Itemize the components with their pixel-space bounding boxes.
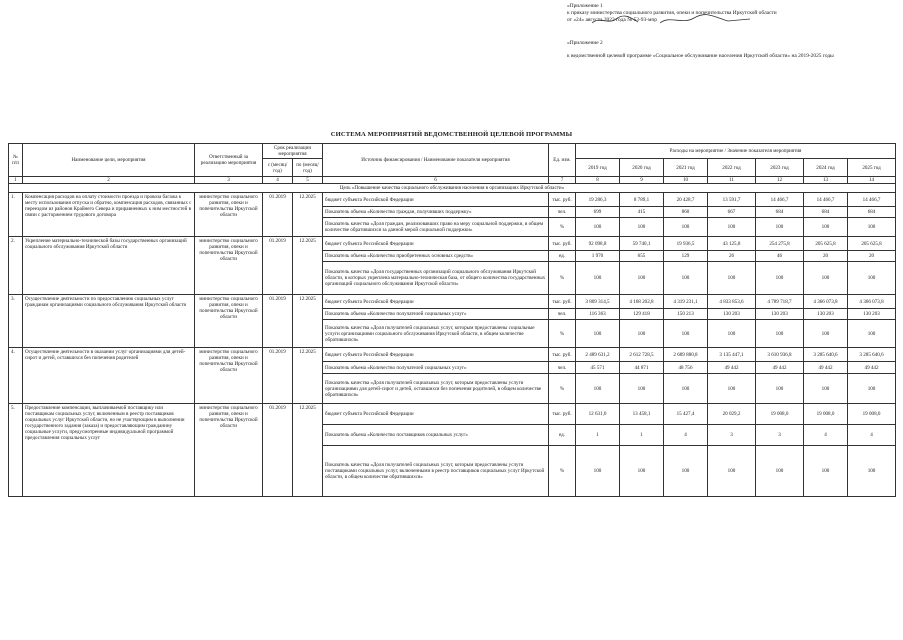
year-value: 100 — [708, 374, 756, 404]
measures-table — [8, 143, 896, 497]
year-value: 684 — [804, 207, 848, 218]
column-number: 2 — [23, 177, 195, 184]
year-value: 684 — [756, 207, 804, 218]
year-value: 150 213 — [664, 309, 708, 320]
column-number: 13 — [804, 177, 848, 184]
indicator-name: Показатель объема «Количество приобретенных основных средств» — [323, 251, 549, 262]
column-number-row — [9, 177, 896, 184]
year-header: 2024 год — [804, 159, 848, 177]
indicator-name: бюджет субъекта Российской Федерации — [323, 295, 549, 309]
measure-number: 2. — [9, 237, 23, 295]
year-value: 20 — [804, 251, 848, 262]
year-value: 100 — [848, 446, 896, 497]
year-value: 4 168 202,8 — [620, 295, 664, 309]
year-value: 100 — [664, 262, 708, 295]
measure-number: 5. — [9, 404, 23, 497]
measure-end: 12.2025 — [293, 295, 323, 348]
year-value: 46 — [756, 251, 804, 262]
year-header: 2025 год — [848, 159, 896, 177]
year-value: 4 — [664, 425, 708, 446]
year-value: 4 — [848, 425, 896, 446]
year-value: 2 612 728,5 — [620, 348, 664, 362]
year-value: 4 833 853,6 — [708, 295, 756, 309]
year-value: 130 203 — [708, 309, 756, 320]
year-value: 43 125,8 — [708, 237, 756, 251]
year-header: 2019 год — [576, 159, 620, 177]
measure-start: 01.2019 — [263, 404, 293, 497]
year-value: 100 — [620, 218, 664, 237]
indicator-name: бюджет субъекта Российской Федерации — [323, 404, 549, 425]
measure-responsible: министерство социального развития, опеки и попечительства Иркутской области — [195, 295, 263, 348]
year-value: 45 571 — [576, 362, 620, 374]
program-goal: Цель «Повышение качества социального обслуживания населения в организациях Иркутской области» — [9, 184, 896, 193]
year-value: 26 — [708, 251, 756, 262]
indicator-name: Показатель качества «Доля граждан, реализовавших право на меру социальной поддержки, в общем количестве обратившихся за данной мерой социальной поддержки» — [323, 218, 549, 237]
year-value: 130 203 — [756, 309, 804, 320]
indicator-unit: чел. — [549, 309, 576, 320]
year-value: 2 689 880,8 — [664, 348, 708, 362]
year-value: 684 — [848, 207, 896, 218]
year-value: 20 — [848, 251, 896, 262]
indicator-unit: чел. — [549, 362, 576, 374]
measure-responsible: министерство социального развития, опеки и попечительства Иркутской области — [195, 404, 263, 497]
indicator-name: Показатель объема «Количество получателей социальных услуг» — [323, 362, 549, 374]
year-value: 100 — [804, 320, 848, 348]
indicator-unit: тыс. руб. — [549, 237, 576, 251]
col-name-header: Наименование цели, мероприятия — [23, 144, 195, 177]
year-value: 100 — [620, 374, 664, 404]
year-value: 100 — [804, 218, 848, 237]
year-value: 205 625,8 — [804, 237, 848, 251]
indicator-unit: тыс. руб. — [549, 348, 576, 362]
indicator-name: Показатель объема «Количество граждан, получивших поддержку» — [323, 207, 549, 218]
year-value: 100 — [664, 446, 708, 497]
year-header: 2023 год — [756, 159, 804, 177]
indicator-unit: ед. — [549, 251, 576, 262]
year-value: 129 418 — [620, 309, 664, 320]
measure-number: 4. — [9, 348, 23, 404]
indicator-unit: % — [549, 374, 576, 404]
column-number: 9 — [620, 177, 664, 184]
year-value: 129 — [664, 251, 708, 262]
measure-name: Предоставление компенсации, выплачиваемой поставщику или поставщикам социальных услуг, включенным в реестр поставщиков социальных услуг Иркутской области, но не участвующим в выполнении государственного задания (заказа) и предоставляющим гражданину социальные услуги, предусмотренные индивидуальной программой предоставления социальных услуг — [23, 404, 195, 497]
year-value: 100 — [576, 320, 620, 348]
col-to-header: по (месяц/год) — [293, 159, 323, 177]
year-value: 19 008,0 — [804, 404, 848, 425]
year-value: 3 — [756, 425, 804, 446]
year-value: 100 — [708, 446, 756, 497]
year-value: 19 286,3 — [576, 193, 620, 207]
year-value: 3 285 640,6 — [804, 348, 848, 362]
year-value: 20 029,2 — [708, 404, 756, 425]
year-value: 49 442 — [804, 362, 848, 374]
year-value: 100 — [708, 218, 756, 237]
year-value: 4 789 718,7 — [756, 295, 804, 309]
measure-end: 12.2025 — [293, 237, 323, 295]
measure-responsible: министерство социального развития, опеки и попечительства Иркутской области — [195, 193, 263, 237]
table-row — [9, 237, 896, 251]
year-value: 100 — [848, 218, 896, 237]
year-value: 1 970 — [576, 251, 620, 262]
year-value: 3 610 936,8 — [756, 348, 804, 362]
document-title: СИСТЕМА МЕРОПРИЯТИЙ ВЕДОМСТВЕННОЙ ЦЕЛЕВОЙ ПРОГРАММЫ — [330, 131, 573, 138]
col-from-header: с (месяц/год) — [263, 159, 293, 177]
column-number: 6 — [323, 177, 549, 184]
indicator-unit: ед. — [549, 425, 576, 446]
column-number: 12 — [756, 177, 804, 184]
year-value: 3 135 447,1 — [708, 348, 756, 362]
measure-number: 3. — [9, 295, 23, 348]
year-value: 100 — [756, 262, 804, 295]
indicator-unit: тыс. руб. — [549, 404, 576, 425]
year-value: 19 008,0 — [848, 404, 896, 425]
year-header: 2022 год — [708, 159, 756, 177]
year-value: 1 — [576, 425, 620, 446]
year-value: 100 — [708, 320, 756, 348]
col-source-header: Источник финансирования / Наименование показателя мероприятия — [323, 144, 549, 177]
year-value: 3 — [708, 425, 756, 446]
year-value: 13 591,7 — [708, 193, 756, 207]
year-value: 59 740,1 — [620, 237, 664, 251]
measure-name: Компенсация расходов на оплату стоимости проезда и провоза багажа к месту использования отпуска и обратно, компенсация расходов, связанных с переездом из районов Крайнего Севера и приравненных к ним местностей в связи с расторжением трудового договора — [23, 193, 195, 237]
column-number: 3 — [195, 177, 263, 184]
year-value: 100 — [576, 374, 620, 404]
year-value: 100 — [848, 320, 896, 348]
year-value: 1 — [620, 425, 664, 446]
year-value: 100 — [804, 262, 848, 295]
year-value: 4 366 073,8 — [848, 295, 896, 309]
indicator-name: Показатель качества «Доля получателей социальных услуг, которым предоставлены услуги поставщиками социальных услуг, включенными в реестр поставщиков социальных услуг Иркутской области, в общем количестве обратившихся» — [323, 446, 549, 497]
year-value: 14 466,7 — [756, 193, 804, 207]
measure-name: Осуществление деятельности в оказании услуг организациями для детей-сирот и детей, оставшихся без попечения родителей — [23, 348, 195, 404]
year-value: 130 203 — [804, 309, 848, 320]
column-number: 14 — [848, 177, 896, 184]
year-value: 100 — [620, 446, 664, 497]
indicator-unit: % — [549, 262, 576, 295]
year-value: 92 098,8 — [576, 237, 620, 251]
year-value: 699 — [576, 207, 620, 218]
indicator-unit: чел. — [549, 207, 576, 218]
year-value: 415 — [620, 207, 664, 218]
year-value: 2 489 631,2 — [576, 348, 620, 362]
column-number: 1 — [9, 177, 23, 184]
year-value: 100 — [848, 262, 896, 295]
year-value: 655 — [620, 251, 664, 262]
column-number: 7 — [549, 177, 576, 184]
year-value: 100 — [756, 374, 804, 404]
year-value: 254 275,8 — [756, 237, 804, 251]
year-value: 49 442 — [708, 362, 756, 374]
year-value: 116 363 — [576, 309, 620, 320]
measure-responsible: министерство социального развития, опеки и попечительства Иркутской области — [195, 237, 263, 295]
order-reference: к приказу министерства социального развития, опеки и попечительства Иркутской области — [567, 10, 777, 16]
table-row — [9, 295, 896, 309]
year-value: 13 458,1 — [620, 404, 664, 425]
year-value: 4 366 073,8 — [804, 295, 848, 309]
indicator-unit: тыс. руб. — [549, 193, 576, 207]
indicator-name: бюджет субъекта Российской Федерации — [323, 193, 549, 207]
year-header: 2020 год — [620, 159, 664, 177]
indicator-name: Показатель объема «Количество получателей социальных услуг» — [323, 309, 549, 320]
appendix-label: «Приложение 1 — [567, 3, 603, 9]
order-date-number: от «24» августа 2023 года № 53-93-мпр — [567, 17, 657, 23]
year-value: 3 285 640,6 — [848, 348, 896, 362]
indicator-name: Показатель объема «Количество поставщиков социальных услуг» — [323, 425, 549, 446]
year-value: 205 625,8 — [848, 237, 896, 251]
col-term-header: Срок реализации мероприятия — [263, 144, 323, 159]
measure-end: 12.2025 — [293, 404, 323, 497]
year-value: 100 — [708, 262, 756, 295]
year-value: 4 319 231,1 — [664, 295, 708, 309]
col-expenses-header: Расходы на мероприятие / Значение показателя мероприятия — [576, 144, 896, 159]
year-value: 14 466,7 — [804, 193, 848, 207]
indicator-name: Показатель качества «Доля получателей социальных услуг, которым предоставлены социальные услуги организациями социального обслуживания Иркутской области, в общем количестве обратившихся» — [323, 320, 549, 348]
indicator-unit: % — [549, 218, 576, 237]
measure-name: Укрепление материально-технической базы государственных организаций социального обслуживания Иркутской области — [23, 237, 195, 295]
year-value: 19 936,5 — [664, 237, 708, 251]
year-value: 100 — [664, 374, 708, 404]
year-value: 667 — [708, 207, 756, 218]
measure-start: 01.2019 — [263, 295, 293, 348]
measure-end: 12.2025 — [293, 348, 323, 404]
indicator-name: бюджет субъекта Российской Федерации — [323, 237, 549, 251]
year-value: 100 — [620, 262, 664, 295]
year-value: 100 — [756, 446, 804, 497]
indicator-unit: % — [549, 320, 576, 348]
year-value: 100 — [804, 374, 848, 404]
table-row — [9, 404, 896, 425]
column-number: 8 — [576, 177, 620, 184]
column-number: 11 — [708, 177, 756, 184]
indicator-unit: тыс. руб. — [549, 295, 576, 309]
measure-start: 01.2019 — [263, 348, 293, 404]
year-header: 2021 год — [664, 159, 708, 177]
measure-name: Осуществление деятельности по предоставлению социальных услуг гражданам организациями социального обслуживания Иркутской области — [23, 295, 195, 348]
measure-number: 1. — [9, 193, 23, 237]
year-value: 860 — [664, 207, 708, 218]
measure-responsible: министерство социального развития, опеки и попечительства Иркутской области — [195, 348, 263, 404]
appendix-2-label: «Приложение 2 — [567, 40, 603, 46]
year-value: 3 809 314,5 — [576, 295, 620, 309]
year-value: 49 442 — [848, 362, 896, 374]
measure-start: 01.2019 — [263, 193, 293, 237]
indicator-name: Показатель качества «Доля государственных организаций социального обслуживания Иркутской области, в которых укреплена материально-техническая база, от общего количества государственных организаций социального обслуживания Иркутской области» — [323, 262, 549, 295]
year-value: 15 427,4 — [664, 404, 708, 425]
year-value: 48 756 — [664, 362, 708, 374]
year-value: 20 428,7 — [664, 193, 708, 207]
measure-end: 12.2025 — [293, 193, 323, 237]
year-value: 12 631,0 — [576, 404, 620, 425]
col-unit-header: Ед. изм. — [549, 144, 576, 177]
indicator-unit: % — [549, 446, 576, 497]
column-number: 10 — [664, 177, 708, 184]
table-row — [9, 348, 896, 362]
year-value: 100 — [664, 218, 708, 237]
year-value: 100 — [620, 320, 664, 348]
year-value: 8 789,1 — [620, 193, 664, 207]
col-responsible-header: Ответственный за реализацию мероприятия — [195, 144, 263, 177]
year-value: 100 — [664, 320, 708, 348]
indicator-name: Показатель качества «Доля получателей социальных услуг, которым предоставлены услуги организациями для детей-сирот и детей, оставшихся без попечения родителей, в общем количестве обратившихся» — [323, 374, 549, 404]
year-value: 100 — [576, 446, 620, 497]
year-value: 100 — [576, 218, 620, 237]
measure-start: 01.2019 — [263, 237, 293, 295]
table-row — [9, 193, 896, 207]
year-value: 100 — [756, 320, 804, 348]
year-value: 130 203 — [848, 309, 896, 320]
col-num-header: № п/п — [9, 144, 23, 177]
year-value: 100 — [576, 262, 620, 295]
column-number: 5 — [293, 177, 323, 184]
program-reference: к ведомственной целевой программе «Социальное обслуживание населения Иркутской области» на 2019-2025 годы — [567, 53, 834, 59]
year-value: 100 — [848, 374, 896, 404]
year-value: 100 — [756, 218, 804, 237]
year-value: 49 442 — [756, 362, 804, 374]
year-value: 44 871 — [620, 362, 664, 374]
year-value: 4 — [804, 425, 848, 446]
column-number: 4 — [263, 177, 293, 184]
year-value: 19 008,0 — [756, 404, 804, 425]
year-value: 100 — [804, 446, 848, 497]
indicator-name: бюджет субъекта Российской Федерации — [323, 348, 549, 362]
year-value: 14 466,7 — [848, 193, 896, 207]
